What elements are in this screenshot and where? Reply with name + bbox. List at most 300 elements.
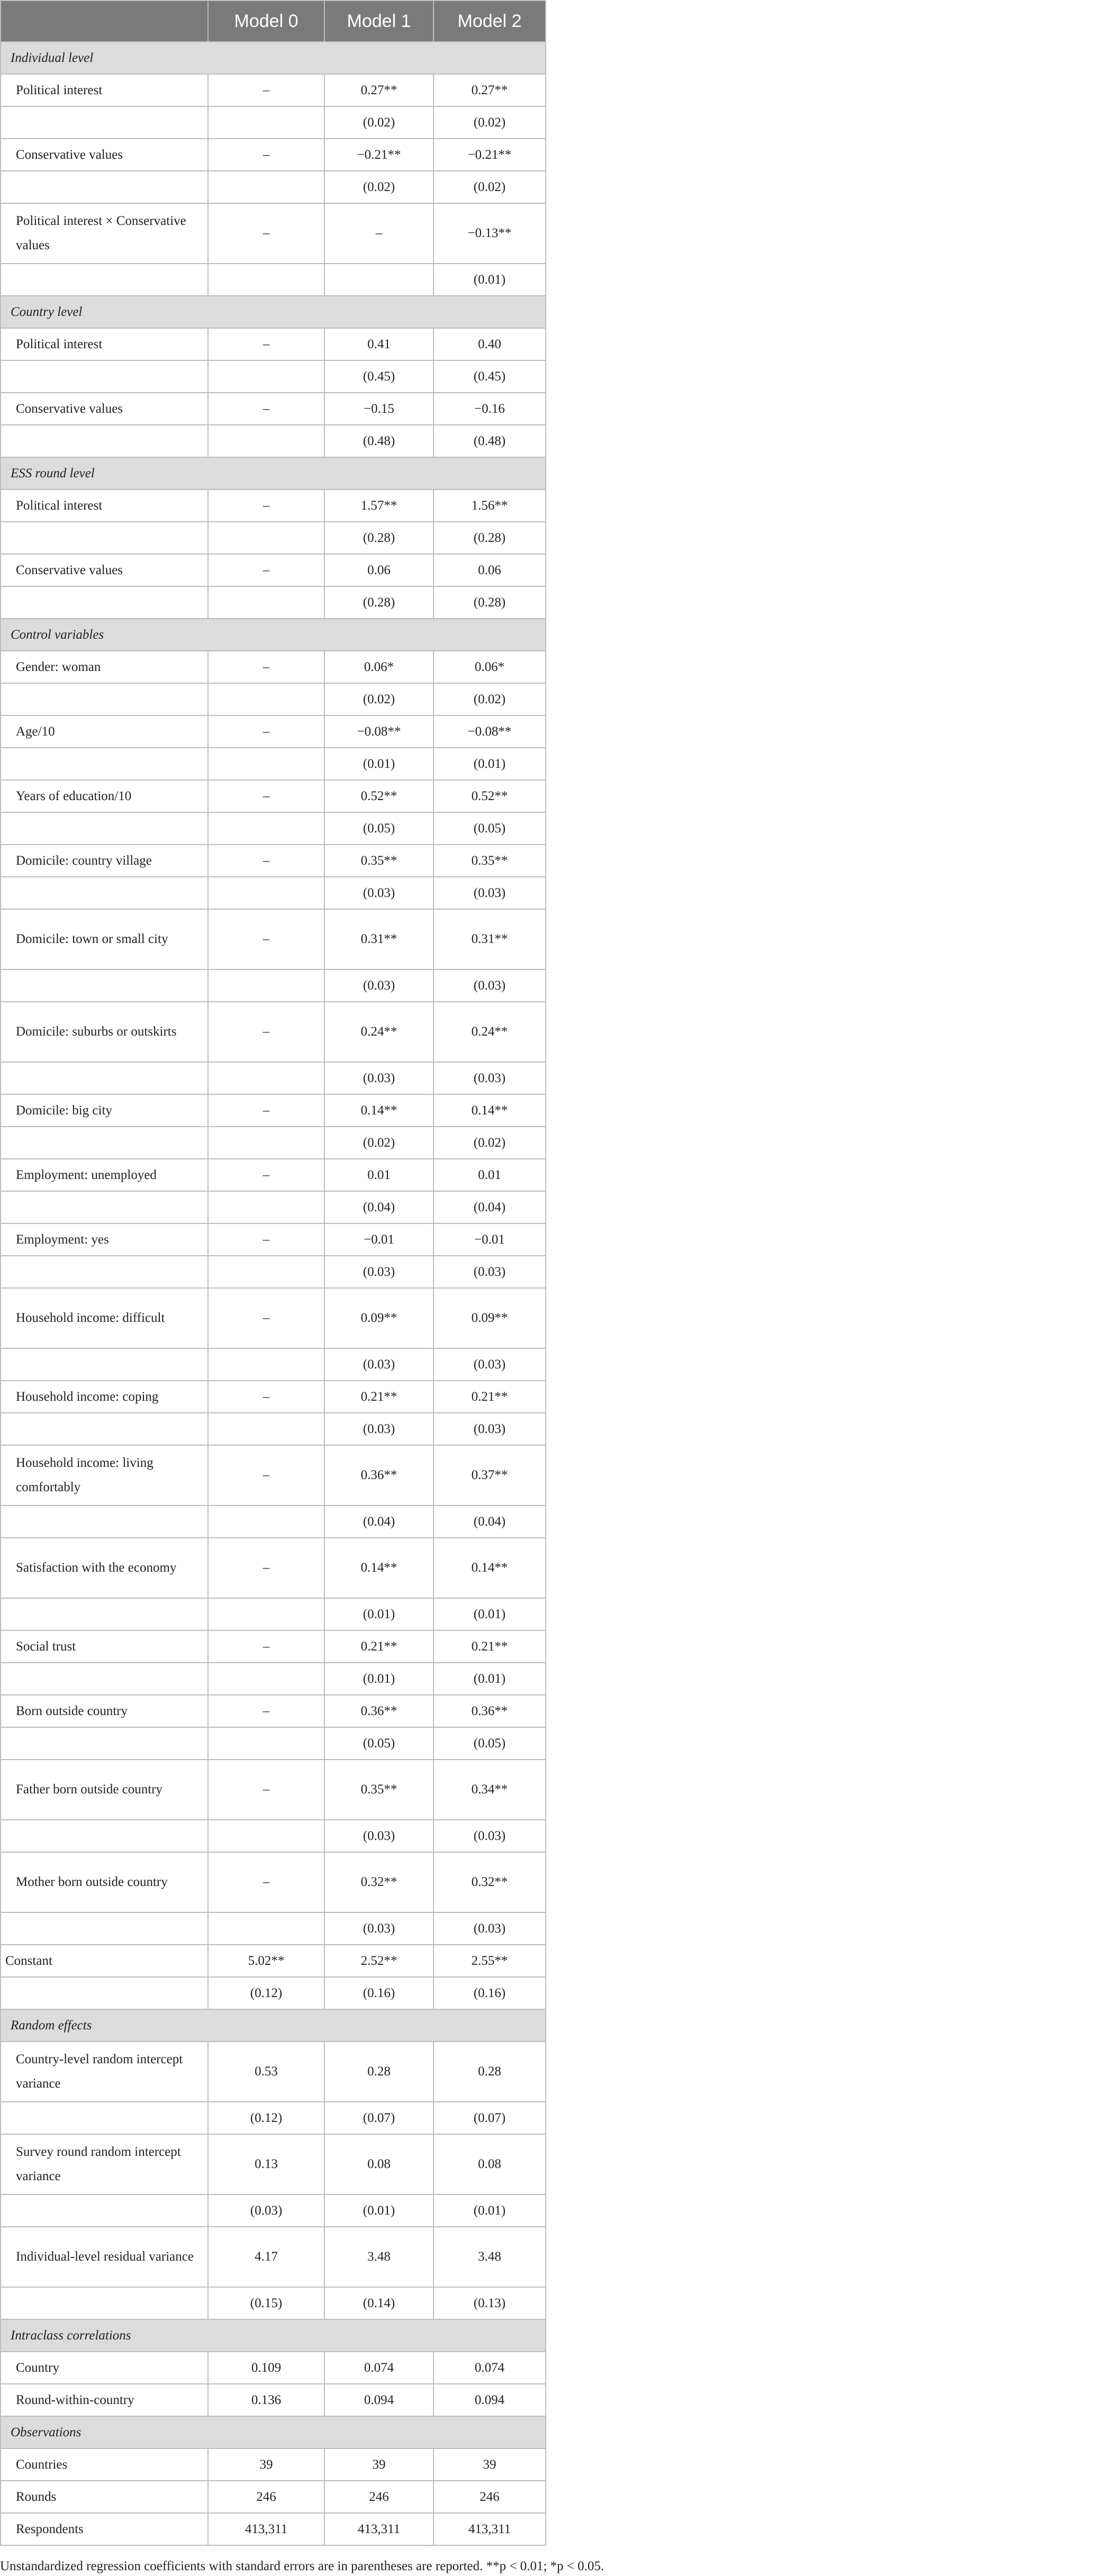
section-title: Observations <box>1 2416 546 2448</box>
table-row <box>1 1945 546 1977</box>
row-label <box>1 1191 208 1223</box>
table-row <box>1 1288 546 1348</box>
row-label: Political interest <box>1 328 208 360</box>
row-label <box>1 264 208 296</box>
model-1-value: (0.48) <box>324 425 433 457</box>
model-2-value: (0.01) <box>433 264 546 296</box>
model-1-value: 3.48 <box>324 2227 433 2287</box>
row-label: Born outside country <box>1 1695 208 1727</box>
model-0-value: – <box>208 1445 324 1505</box>
table-row <box>1 1820 546 1852</box>
model-0-value: (0.12) <box>208 2102 324 2134</box>
table-row <box>1 1538 546 1598</box>
model-2-value: (0.02) <box>433 106 546 139</box>
row-label: Round-within-country <box>1 2384 208 2416</box>
model-2-value: (0.02) <box>433 171 546 203</box>
model-2-value: 0.31** <box>433 909 546 969</box>
model-1-value: (0.04) <box>324 1191 433 1223</box>
model-1-value: 0.28 <box>324 2042 433 2102</box>
model-1-value: (0.28) <box>324 586 433 619</box>
model-1-value: −0.08** <box>324 715 433 748</box>
model-0-value <box>208 812 324 845</box>
model-2-value: (0.02) <box>433 683 546 715</box>
model-2-value: 0.21** <box>433 1630 546 1663</box>
table-row <box>1 1002 546 1062</box>
model-2-value: −0.16 <box>433 393 546 425</box>
model-1-value: −0.15 <box>324 393 433 425</box>
model-1-value: (0.02) <box>324 171 433 203</box>
row-label <box>1 360 208 393</box>
model-0-value: (0.15) <box>208 2287 324 2319</box>
model-2-value: (0.48) <box>433 425 546 457</box>
row-label: Conservative values <box>1 554 208 586</box>
row-label <box>1 1598 208 1630</box>
table-row <box>1 2102 546 2134</box>
model-1-value: 0.06* <box>324 651 433 683</box>
table-row <box>1 554 546 586</box>
model-0-value: – <box>208 393 324 425</box>
table-row <box>1 1695 546 1727</box>
model-2-value: 0.08 <box>433 2134 546 2194</box>
table-row <box>1 1062 546 1094</box>
table-row <box>1 2134 546 2194</box>
model-0-value <box>208 360 324 393</box>
table-row <box>1 1223 546 1256</box>
model-0-value <box>208 1598 324 1630</box>
model-2-value: 0.14** <box>433 1538 546 1598</box>
model-2-value: (0.04) <box>433 1505 546 1538</box>
model-1-value: (0.02) <box>324 683 433 715</box>
row-label <box>1 1912 208 1945</box>
model-1-value: (0.02) <box>324 106 433 139</box>
section-title: Control variables <box>1 619 546 651</box>
table-row <box>1 106 546 139</box>
model-0-value <box>208 171 324 203</box>
model-0-value: 0.13 <box>208 2134 324 2194</box>
model-0-value <box>208 522 324 554</box>
table-row <box>1 909 546 969</box>
model-1-value: 0.074 <box>324 2352 433 2384</box>
model-0-value: – <box>208 1094 324 1127</box>
row-label: Domicile: big city <box>1 1094 208 1127</box>
row-label: Conservative values <box>1 393 208 425</box>
row-label: Gender: woman <box>1 651 208 683</box>
table-row <box>1 651 546 683</box>
model-2-value: 39 <box>433 2448 546 2481</box>
row-label <box>1 425 208 457</box>
model-1-value: (0.14) <box>324 2287 433 2319</box>
model-2-value: 2.55** <box>433 1945 546 1977</box>
table-row <box>1 2513 546 2545</box>
model-0-value <box>208 1256 324 1288</box>
model-2-value: (0.03) <box>433 1413 546 1445</box>
model-1-value: 246 <box>324 2481 433 2513</box>
model-0-value: 0.53 <box>208 2042 324 2102</box>
model-0-value <box>208 1062 324 1094</box>
model-0-value: – <box>208 1159 324 1191</box>
table-row <box>1 74 546 106</box>
section-header-row <box>1 2416 546 2448</box>
model-1-value: (0.03) <box>324 969 433 1002</box>
model-1-value: 0.35** <box>324 1759 433 1820</box>
table-row <box>1 1630 546 1663</box>
row-label <box>1 1413 208 1445</box>
model-0-value <box>208 1127 324 1159</box>
row-label <box>1 1505 208 1538</box>
model-1-value: 2.52** <box>324 1945 433 1977</box>
model-0-value: – <box>208 1630 324 1663</box>
table-body <box>1 42 546 2545</box>
model-1-value: – <box>324 203 433 264</box>
model-2-value: 0.27** <box>433 74 546 106</box>
model-2-value: 0.074 <box>433 2352 546 2384</box>
model-1-value: 39 <box>324 2448 433 2481</box>
row-label <box>1 683 208 715</box>
model-0-value <box>208 1505 324 1538</box>
regression-table <box>0 0 546 2546</box>
model-1-value: 0.14** <box>324 1094 433 1127</box>
model-0-value: – <box>208 1002 324 1062</box>
model-1-value <box>324 264 433 296</box>
model-1-value: 0.32** <box>324 1852 433 1912</box>
model-0-value: 246 <box>208 2481 324 2513</box>
row-label: Countries <box>1 2448 208 2481</box>
table-row <box>1 522 546 554</box>
model-1-value: (0.02) <box>324 1127 433 1159</box>
section-title: Random effects <box>1 2009 546 2042</box>
table-row <box>1 1912 546 1945</box>
header-label-cell <box>1 1 208 42</box>
model-2-value: (0.01) <box>433 1663 546 1695</box>
model-0-value <box>208 748 324 780</box>
row-label <box>1 1663 208 1695</box>
table-row <box>1 2481 546 2513</box>
table-row <box>1 489 546 522</box>
table-row <box>1 969 546 1002</box>
model-2-value: 0.36** <box>433 1695 546 1727</box>
row-label: Survey round random intercept variance <box>1 2134 208 2194</box>
row-label <box>1 1348 208 1381</box>
table-row <box>1 393 546 425</box>
row-label: Domicile: country village <box>1 845 208 877</box>
section-header-row <box>1 2319 546 2352</box>
row-label <box>1 2287 208 2319</box>
model-2-value: (0.03) <box>433 877 546 909</box>
row-label <box>1 1256 208 1288</box>
row-label: Domicile: town or small city <box>1 909 208 969</box>
model-1-value: (0.01) <box>324 2194 433 2227</box>
model-1-value: (0.16) <box>324 1977 433 2009</box>
model-1-value: 0.08 <box>324 2134 433 2194</box>
row-label: Rounds <box>1 2481 208 2513</box>
table-row <box>1 2227 546 2287</box>
header-model-1: Model 1 <box>324 1 433 42</box>
row-label: Social trust <box>1 1630 208 1663</box>
model-1-value: 413,311 <box>324 2513 433 2545</box>
row-label <box>1 1977 208 2009</box>
model-2-value: 1.56** <box>433 489 546 522</box>
table-row <box>1 1094 546 1127</box>
row-label <box>1 2102 208 2134</box>
table-row <box>1 139 546 171</box>
model-1-value: 0.09** <box>324 1288 433 1348</box>
model-1-value: (0.03) <box>324 1062 433 1094</box>
model-0-value: – <box>208 203 324 264</box>
model-2-value: 0.52** <box>433 780 546 812</box>
table-row <box>1 1159 546 1191</box>
table-row <box>1 2448 546 2481</box>
model-2-value: (0.01) <box>433 2194 546 2227</box>
row-label <box>1 171 208 203</box>
model-2-value: (0.01) <box>433 748 546 780</box>
row-label: Mother born outside country <box>1 1852 208 1912</box>
model-0-value: 5.02** <box>208 1945 324 1977</box>
table-row <box>1 2287 546 2319</box>
model-0-value: 0.136 <box>208 2384 324 2416</box>
model-0-value: – <box>208 845 324 877</box>
row-label: Satisfaction with the economy <box>1 1538 208 1598</box>
row-label <box>1 1127 208 1159</box>
row-label: Political interest × Conservative values <box>1 203 208 264</box>
row-label: Individual-level residual variance <box>1 2227 208 2287</box>
model-2-value: (0.03) <box>433 1256 546 1288</box>
model-1-value: (0.03) <box>324 1348 433 1381</box>
row-label <box>1 748 208 780</box>
section-header-row <box>1 42 546 74</box>
table-row <box>1 715 546 748</box>
model-2-value: −0.01 <box>433 1223 546 1256</box>
model-0-value <box>208 264 324 296</box>
table-row <box>1 2352 546 2384</box>
row-label: Respondents <box>1 2513 208 2545</box>
model-0-value: 39 <box>208 2448 324 2481</box>
model-1-value: (0.03) <box>324 1912 433 1945</box>
row-label: Country-level random intercept variance <box>1 2042 208 2102</box>
table-row <box>1 1413 546 1445</box>
model-2-value: 0.28 <box>433 2042 546 2102</box>
model-0-value: – <box>208 1759 324 1820</box>
section-title: Individual level <box>1 42 546 74</box>
row-label <box>1 106 208 139</box>
model-0-value: 0.109 <box>208 2352 324 2384</box>
row-label <box>1 1727 208 1759</box>
model-2-value: 0.01 <box>433 1159 546 1191</box>
model-1-value: 0.094 <box>324 2384 433 2416</box>
row-label <box>1 1062 208 1094</box>
table-row <box>1 586 546 619</box>
row-label: Years of education/10 <box>1 780 208 812</box>
model-0-value: – <box>208 74 324 106</box>
model-0-value: – <box>208 1288 324 1348</box>
model-2-value: (0.03) <box>433 1348 546 1381</box>
model-2-value: (0.13) <box>433 2287 546 2319</box>
model-2-value: 0.40 <box>433 328 546 360</box>
model-1-value: 0.14** <box>324 1538 433 1598</box>
model-2-value: 0.09** <box>433 1288 546 1348</box>
row-label: Domicile: suburbs or outskirts <box>1 1002 208 1062</box>
table-row <box>1 1759 546 1820</box>
model-1-value: (0.45) <box>324 360 433 393</box>
table-footnote: Unstandardized regression coefficients with standard errors are in parentheses are reported. **p < 0.01; *p < 0.05. <box>0 2559 604 2573</box>
model-1-value: (0.01) <box>324 1663 433 1695</box>
model-1-value: 0.41 <box>324 328 433 360</box>
model-1-value: 0.35** <box>324 845 433 877</box>
model-0-value <box>208 1663 324 1695</box>
section-header-row <box>1 619 546 651</box>
model-1-value: (0.03) <box>324 1413 433 1445</box>
model-1-value: (0.01) <box>324 1598 433 1630</box>
model-2-value: 246 <box>433 2481 546 2513</box>
model-1-value: 0.06 <box>324 554 433 586</box>
model-0-value <box>208 877 324 909</box>
model-0-value: – <box>208 1695 324 1727</box>
model-0-value <box>208 1191 324 1223</box>
section-title: Intraclass correlations <box>1 2319 546 2352</box>
model-2-value: −0.13** <box>433 203 546 264</box>
model-2-value: 3.48 <box>433 2227 546 2287</box>
table-row <box>1 360 546 393</box>
model-2-value: 0.14** <box>433 1094 546 1127</box>
model-0-value <box>208 1727 324 1759</box>
table-row <box>1 1852 546 1912</box>
row-label <box>1 586 208 619</box>
table-row <box>1 1191 546 1223</box>
table-row <box>1 203 546 264</box>
model-1-value: 1.57** <box>324 489 433 522</box>
model-0-value: – <box>208 554 324 586</box>
model-0-value <box>208 1912 324 1945</box>
model-1-value: (0.03) <box>324 1256 433 1288</box>
model-0-value: – <box>208 715 324 748</box>
model-2-value: 0.24** <box>433 1002 546 1062</box>
model-1-value: 0.24** <box>324 1002 433 1062</box>
model-2-value: 0.37** <box>433 1445 546 1505</box>
table-row <box>1 1663 546 1695</box>
row-label <box>1 522 208 554</box>
row-label: Employment: unemployed <box>1 1159 208 1191</box>
model-1-value: (0.28) <box>324 522 433 554</box>
model-1-value: (0.04) <box>324 1505 433 1538</box>
model-2-value: (0.03) <box>433 1912 546 1945</box>
table-row <box>1 683 546 715</box>
row-label <box>1 1820 208 1852</box>
model-0-value: – <box>208 1381 324 1413</box>
row-label <box>1 2194 208 2227</box>
model-0-value <box>208 1348 324 1381</box>
table-row <box>1 1727 546 1759</box>
model-0-value: – <box>208 139 324 171</box>
model-0-value: – <box>208 328 324 360</box>
row-label: Political interest <box>1 489 208 522</box>
model-1-value: (0.05) <box>324 812 433 845</box>
row-label: Employment: yes <box>1 1223 208 1256</box>
model-2-value: 0.34** <box>433 1759 546 1820</box>
model-2-value: (0.28) <box>433 522 546 554</box>
model-0-value <box>208 106 324 139</box>
table-row <box>1 171 546 203</box>
model-1-value: 0.21** <box>324 1630 433 1663</box>
model-0-value: – <box>208 651 324 683</box>
row-label: Political interest <box>1 74 208 106</box>
row-label: Household income: coping <box>1 1381 208 1413</box>
model-1-value: (0.01) <box>324 748 433 780</box>
model-0-value <box>208 683 324 715</box>
model-0-value: – <box>208 1538 324 1598</box>
table-row <box>1 1381 546 1413</box>
table-row <box>1 328 546 360</box>
model-2-value: 0.06 <box>433 554 546 586</box>
model-0-value <box>208 586 324 619</box>
section-header-row <box>1 296 546 328</box>
section-header-row <box>1 457 546 489</box>
table-row <box>1 812 546 845</box>
section-title: Country level <box>1 296 546 328</box>
header-row <box>1 1 546 42</box>
model-0-value: – <box>208 489 324 522</box>
row-label: Constant <box>1 1945 208 1977</box>
model-2-value: (0.01) <box>433 1598 546 1630</box>
table-row <box>1 748 546 780</box>
table-row <box>1 264 546 296</box>
model-1-value: (0.03) <box>324 877 433 909</box>
model-2-value: (0.03) <box>433 1820 546 1852</box>
model-1-value: 0.31** <box>324 909 433 969</box>
model-2-value: 0.06* <box>433 651 546 683</box>
model-1-value: 0.01 <box>324 1159 433 1191</box>
model-2-value: 0.21** <box>433 1381 546 1413</box>
row-label <box>1 877 208 909</box>
row-label: Conservative values <box>1 139 208 171</box>
model-2-value: 413,311 <box>433 2513 546 2545</box>
table-row <box>1 1348 546 1381</box>
model-2-value: (0.05) <box>433 1727 546 1759</box>
table-row <box>1 425 546 457</box>
model-1-value: 0.21** <box>324 1381 433 1413</box>
model-0-value <box>208 1413 324 1445</box>
model-0-value <box>208 969 324 1002</box>
row-label: Household income: difficult <box>1 1288 208 1348</box>
model-2-value: −0.08** <box>433 715 546 748</box>
table-row <box>1 2194 546 2227</box>
row-label: Father born outside country <box>1 1759 208 1820</box>
model-2-value: (0.45) <box>433 360 546 393</box>
regression-table-container <box>0 0 545 2546</box>
row-label: Household income: living comfortably <box>1 1445 208 1505</box>
table-row <box>1 1598 546 1630</box>
table-row <box>1 877 546 909</box>
model-1-value: 0.27** <box>324 74 433 106</box>
model-0-value: (0.12) <box>208 1977 324 2009</box>
row-label: Age/10 <box>1 715 208 748</box>
model-1-value: −0.21** <box>324 139 433 171</box>
model-2-value: (0.05) <box>433 812 546 845</box>
table-row <box>1 1256 546 1288</box>
model-0-value: – <box>208 1223 324 1256</box>
model-0-value <box>208 1820 324 1852</box>
model-2-value: (0.16) <box>433 1977 546 2009</box>
header-model-0: Model 0 <box>208 1 324 42</box>
row-label <box>1 969 208 1002</box>
row-label <box>1 812 208 845</box>
table-row <box>1 1127 546 1159</box>
model-1-value: (0.07) <box>324 2102 433 2134</box>
model-0-value: (0.03) <box>208 2194 324 2227</box>
model-0-value: 413,311 <box>208 2513 324 2545</box>
model-2-value: (0.03) <box>433 1062 546 1094</box>
model-1-value: 0.36** <box>324 1445 433 1505</box>
model-2-value: 0.094 <box>433 2384 546 2416</box>
model-2-value: 0.32** <box>433 1852 546 1912</box>
